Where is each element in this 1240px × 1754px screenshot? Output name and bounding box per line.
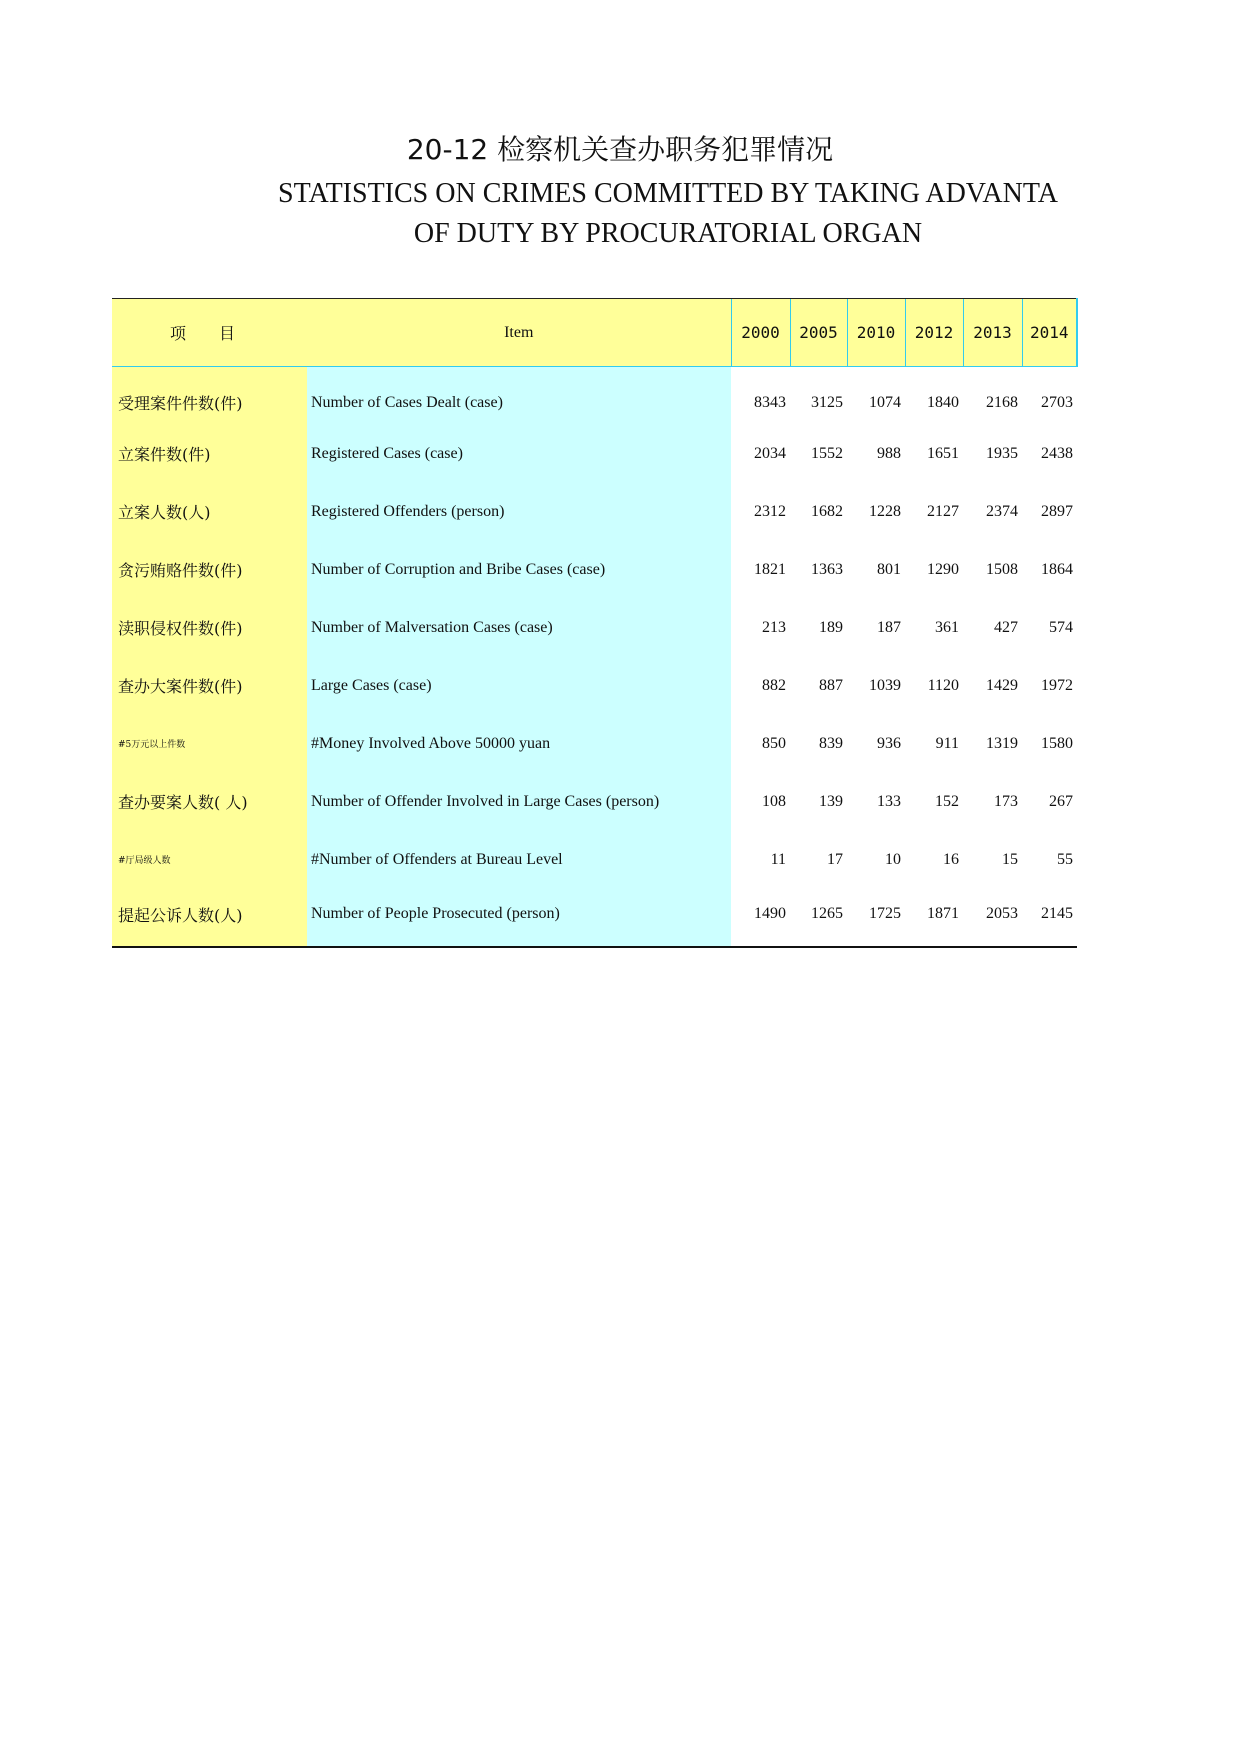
row-value-cell: 2053 xyxy=(963,889,1022,947)
row-value-cell: 2168 xyxy=(986,393,1018,411)
row-value-cell: 2374 xyxy=(986,502,1018,520)
row-value-cell: 152 xyxy=(935,792,959,810)
row-value-cell: 1319 xyxy=(986,734,1018,752)
row-label-en: Large Cases (case) xyxy=(307,657,731,715)
header-year: 2005 xyxy=(790,299,847,367)
row-value-cell: 1363 xyxy=(811,560,843,578)
row-value-cell: 361 xyxy=(935,618,959,636)
row-value-cell: 1429 xyxy=(986,676,1018,694)
table-row xyxy=(112,715,1077,773)
row-value-cell: 1864 xyxy=(1041,560,1073,578)
row-value-cell: 2703 xyxy=(1041,393,1073,411)
row-label-cn: #5万元以上件数 xyxy=(112,715,307,773)
row-label-en: Registered Cases (case) xyxy=(307,425,731,483)
table-row xyxy=(112,425,1077,483)
row-value-cell: 1290 xyxy=(927,560,959,578)
page-title-english: STATISTICS ON CRIMES COMMITTED BY TAKING ADVANTA OF DUTY BY PROCURATORIAL ORGAN xyxy=(278,178,1058,249)
row-value-cell: 1120 xyxy=(927,676,959,694)
row-value-cell: 1265 xyxy=(790,889,847,947)
table-row xyxy=(112,541,1077,599)
row-label-en: Number of Corruption and Bribe Cases (case) xyxy=(307,541,731,599)
header-year: 2000 xyxy=(731,299,790,367)
row-value-cell: 108 xyxy=(762,792,786,810)
table-body xyxy=(112,367,1077,947)
row-value-cell: 267 xyxy=(1049,792,1073,810)
row-value-cell: 2897 xyxy=(1041,502,1073,520)
row-label-cn: 立案人数(人) xyxy=(112,483,307,541)
row-value-cell: 1580 xyxy=(1041,734,1073,752)
row-label-en: Registered Offenders (person) xyxy=(307,483,731,541)
row-value-cell: 139 xyxy=(819,792,843,810)
table-row xyxy=(112,773,1077,831)
row-value-cell: 213 xyxy=(762,618,786,636)
table-row xyxy=(112,483,1077,541)
row-label-cn: 提起公诉人数(人) xyxy=(112,889,307,947)
header-item-en: Item xyxy=(307,299,731,367)
row-value-cell: 1490 xyxy=(731,889,790,947)
row-label-en: Number of Offender Involved in Large Cases (person) xyxy=(307,773,731,831)
row-value-cell: 2034 xyxy=(754,444,786,462)
row-value-cell: 15 xyxy=(1002,850,1018,868)
row-value-cell: 911 xyxy=(935,734,959,752)
row-value-cell: 1039 xyxy=(869,676,901,694)
row-value-cell: 2145 xyxy=(1022,889,1077,947)
row-value-cell: 1840 xyxy=(927,393,959,411)
row-label-cn: 受理案件件数(件) xyxy=(112,367,307,425)
row-label-en: Number of Cases Dealt (case) xyxy=(307,367,731,425)
row-value-cell: 839 xyxy=(819,734,843,752)
row-value-cell: 2312 xyxy=(754,502,786,520)
row-value-cell: 1228 xyxy=(869,502,901,520)
row-label-cn: 贪污贿赂件数(件) xyxy=(112,541,307,599)
row-value-cell: 1821 xyxy=(754,560,786,578)
row-value-cell: 1972 xyxy=(1041,676,1073,694)
row-value-cell: 11 xyxy=(770,850,786,868)
row-value-cell: 1682 xyxy=(811,502,843,520)
row-value-cell: 936 xyxy=(877,734,901,752)
row-value-cell: 55 xyxy=(1057,850,1073,868)
row-value-cell: 17 xyxy=(827,850,843,868)
row-value-cell: 2438 xyxy=(1041,444,1073,462)
row-value-cell: 133 xyxy=(877,792,901,810)
row-label-cn: 查办大案件数(件) xyxy=(112,657,307,715)
row-label-cn: #厅局级人数 xyxy=(112,831,307,889)
row-value-cell: 1725 xyxy=(847,889,905,947)
header-year: 2012 xyxy=(905,299,963,367)
row-value-cell: 10 xyxy=(885,850,901,868)
row-value-cell: 1871 xyxy=(905,889,963,947)
row-label-en: Number of People Prosecuted (person) xyxy=(307,889,731,947)
page-title-chinese: 20-12 检察机关查办职务犯罪情况 xyxy=(406,133,834,166)
row-value-cell: 801 xyxy=(877,560,901,578)
row-value-cell: 1552 xyxy=(811,444,843,462)
row-label-cn: 查办要案人数( 人) xyxy=(112,773,307,831)
table-row xyxy=(112,889,1077,947)
row-value-cell: 189 xyxy=(819,618,843,636)
table-row xyxy=(112,367,1077,425)
row-value-cell: 887 xyxy=(819,676,843,694)
row-value-cell: 1074 xyxy=(869,393,901,411)
row-value-cell: 8343 xyxy=(754,393,786,411)
row-value-cell: 173 xyxy=(994,792,1018,810)
row-value-cell: 1508 xyxy=(986,560,1018,578)
table-row xyxy=(112,831,1077,889)
header-item-cn: 项 目 xyxy=(112,299,307,367)
header-year: 2013 xyxy=(963,299,1022,367)
row-label-cn: 立案件数(件) xyxy=(112,425,307,483)
row-value-cell: 1651 xyxy=(927,444,959,462)
table-row xyxy=(112,657,1077,715)
row-value-cell: 988 xyxy=(877,444,901,462)
row-value-cell: 1935 xyxy=(986,444,1018,462)
row-label-en: Number of Malversation Cases (case) xyxy=(307,599,731,657)
row-value-cell: 2127 xyxy=(927,502,959,520)
row-label-en: #Number of Offenders at Bureau Level xyxy=(307,831,731,889)
row-value-cell: 3125 xyxy=(811,393,843,411)
row-value-cell: 16 xyxy=(943,850,959,868)
header-year: 2010 xyxy=(847,299,905,367)
row-label-en: #Money Involved Above 50000 yuan xyxy=(307,715,731,773)
row-value-cell: 850 xyxy=(762,734,786,752)
header-year: 2014 xyxy=(1022,299,1077,367)
row-value-cell: 882 xyxy=(762,676,786,694)
row-value-cell: 187 xyxy=(877,618,901,636)
statistics-table xyxy=(112,298,1078,948)
table-header-row xyxy=(112,299,1077,367)
table-row xyxy=(112,599,1077,657)
row-value-cell: 574 xyxy=(1049,618,1073,636)
row-label-cn: 渎职侵权件数(件) xyxy=(112,599,307,657)
row-value-cell: 427 xyxy=(994,618,1018,636)
